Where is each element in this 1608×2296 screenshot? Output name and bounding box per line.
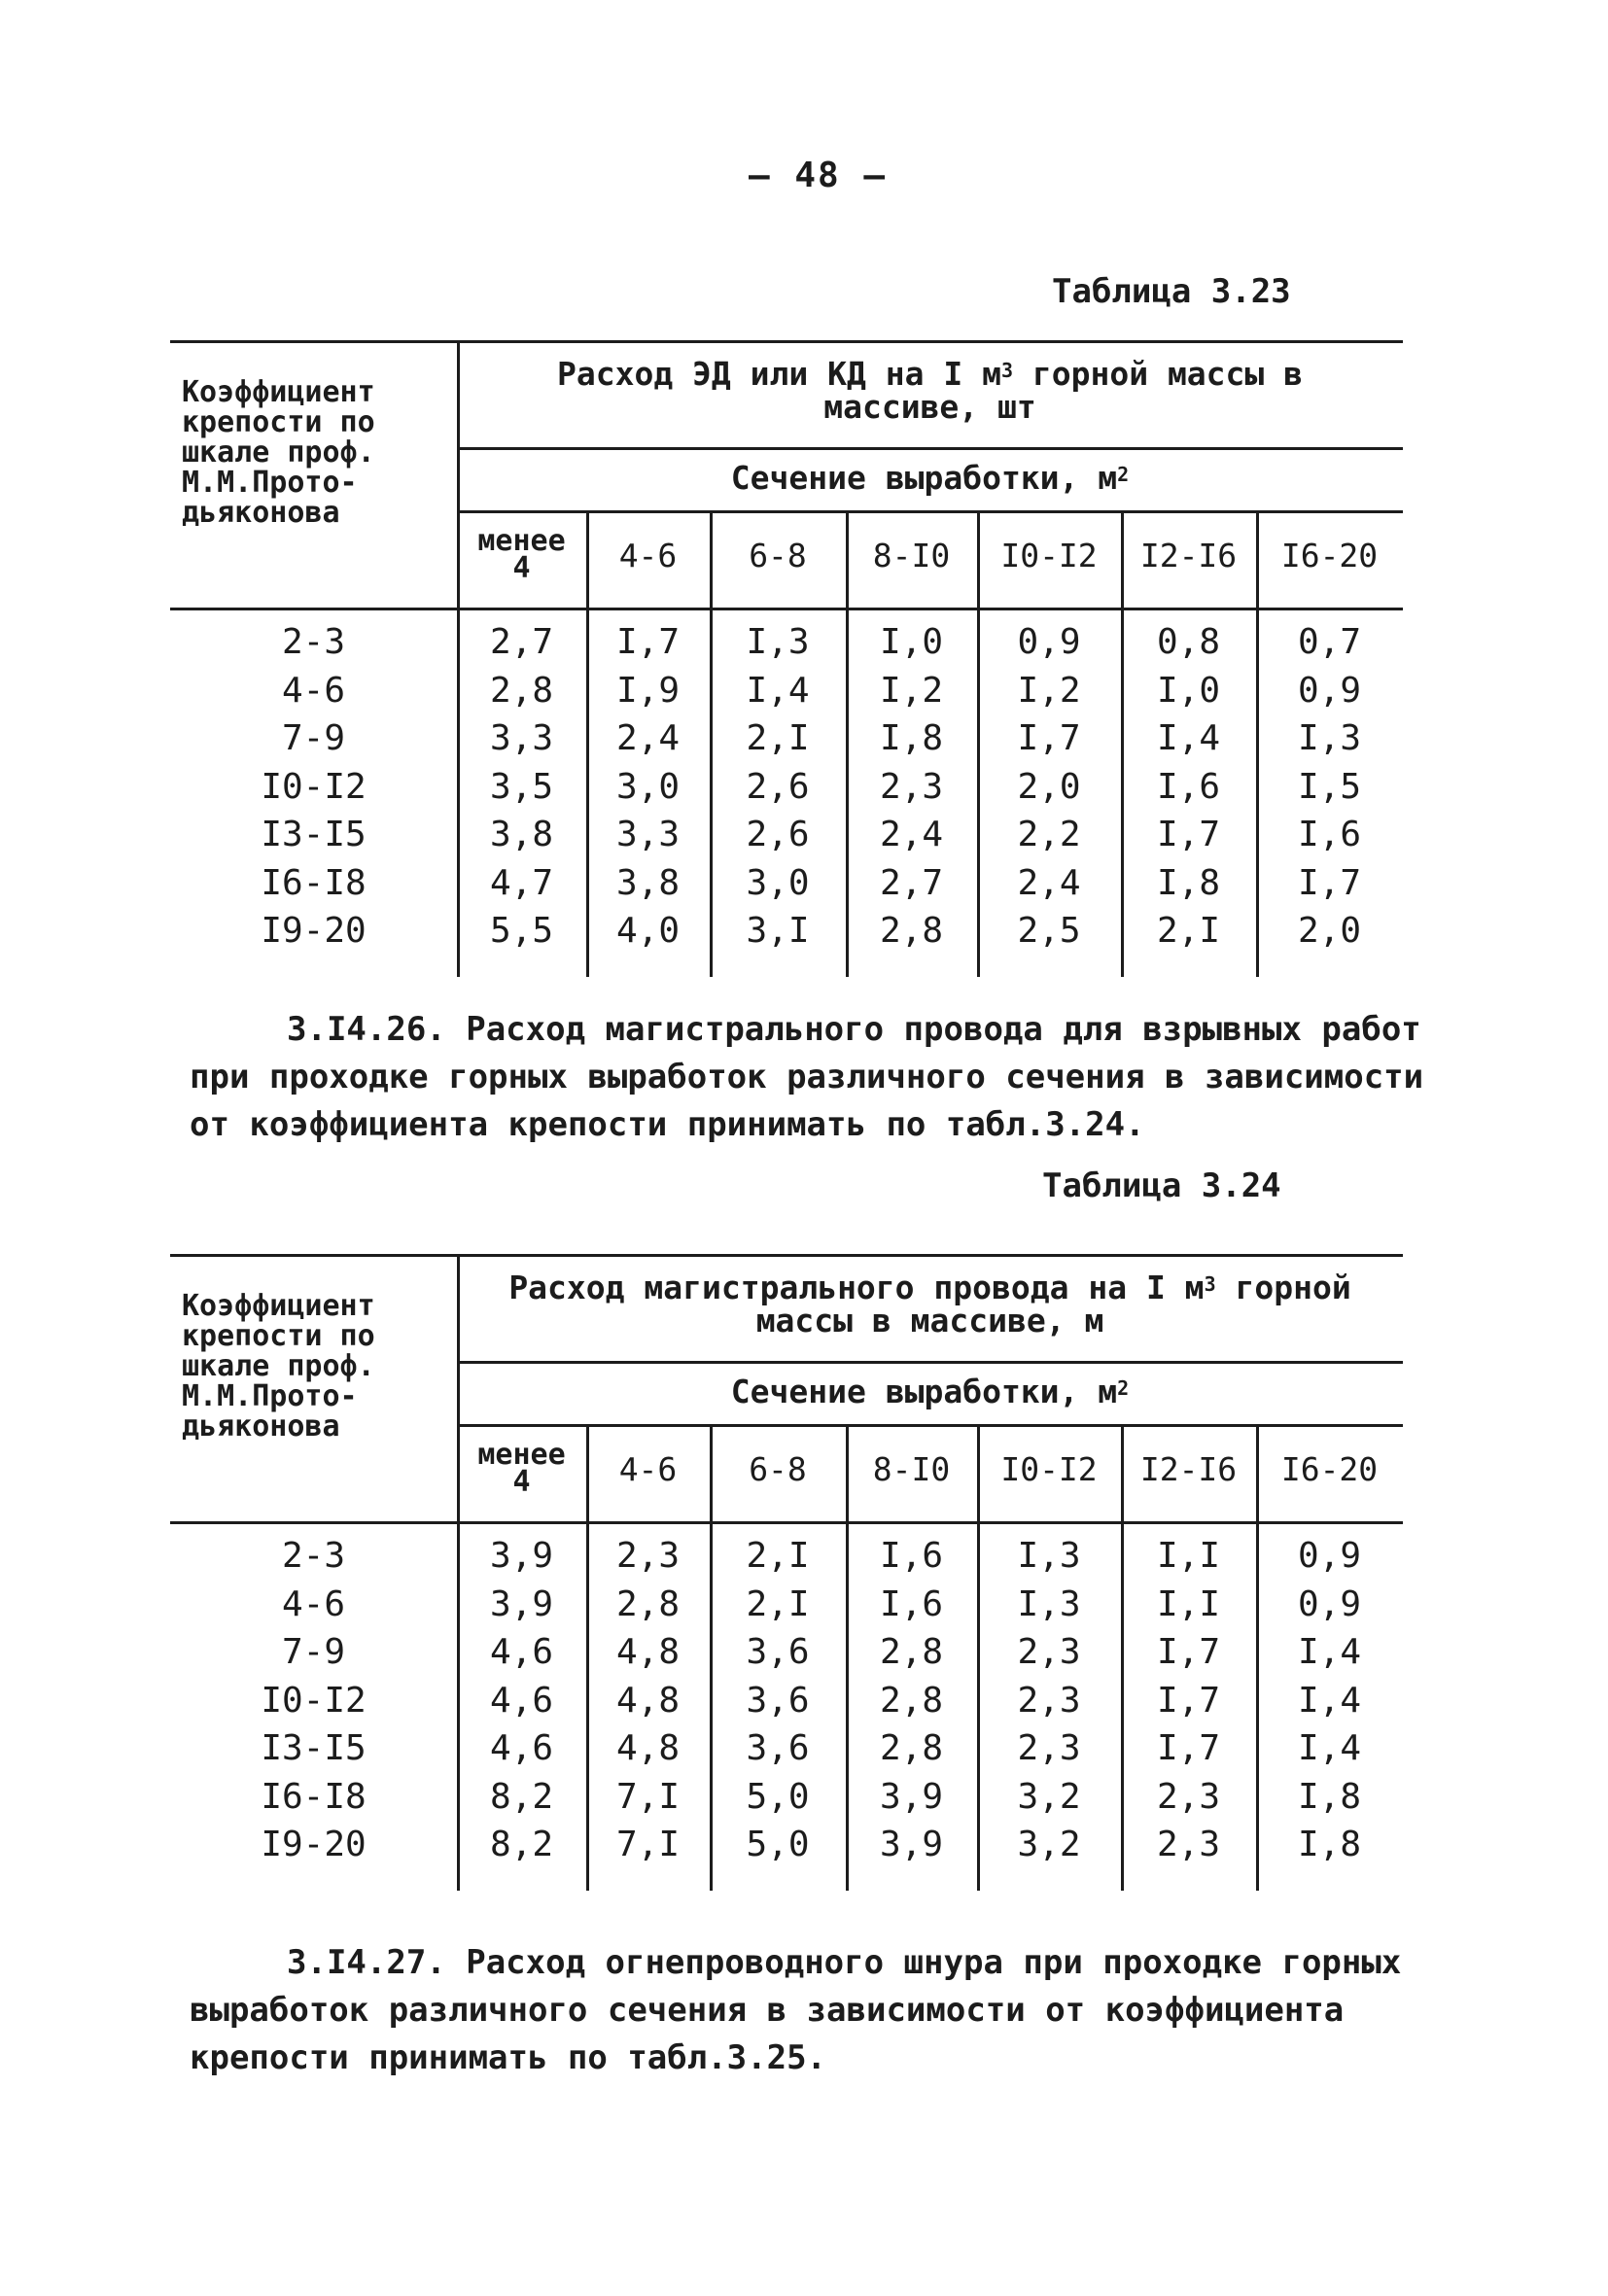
table-cell: 3,6 (746, 1680, 810, 1721)
table-cell: 0,9 (1297, 670, 1362, 711)
table-cell: 2,3 (1017, 1680, 1081, 1721)
table-cell: I,I (1156, 1583, 1221, 1624)
table-cell: I,4 (1297, 1728, 1362, 1768)
table-cell: 4,6 (489, 1728, 554, 1768)
header-rule (457, 447, 1403, 450)
table-cell: 2,8 (879, 911, 944, 951)
table-cell: I,7 (1156, 815, 1221, 854)
table-cell: 2,3 (615, 1536, 681, 1576)
table-cell: 2,8 (879, 1680, 944, 1721)
table-cell: I,7 (1156, 1632, 1221, 1672)
table-cell: 5,5 (489, 911, 554, 951)
table-cell: I,7 (1017, 718, 1081, 758)
row-koef: I3-I5 (261, 1728, 367, 1768)
title-text: горной массы в (1013, 355, 1304, 393)
table-cell: 3,0 (615, 766, 681, 807)
row-header-line: Коэффициент (182, 375, 375, 409)
column-header (457, 1438, 586, 1499)
table-cell: 2,7 (879, 862, 944, 903)
row-header-line: крепости по (182, 405, 375, 439)
table-cell: 3,8 (615, 862, 681, 903)
table-title (462, 1271, 1398, 1338)
table-cell: 4,8 (615, 1728, 681, 1768)
table-title-line (462, 355, 1398, 393)
row-koef: I3-I5 (261, 815, 367, 854)
row-header-line: М.М.Прото- (182, 1379, 358, 1413)
table-cell: 2,I (746, 1583, 810, 1624)
table-label: Таблица 3.23 (1052, 272, 1291, 311)
column-header: I6-20 (1280, 1450, 1379, 1488)
table-cell: I,0 (879, 622, 944, 662)
table-cell: 4,8 (615, 1680, 681, 1721)
table-cell: 2,I (746, 718, 810, 758)
column-header: 4-6 (618, 537, 678, 574)
column-header: 4-6 (618, 1450, 678, 1488)
column-header: 8-I0 (872, 1450, 951, 1488)
table-cell: 7,I (615, 1776, 681, 1817)
table-cell: 4,0 (615, 911, 681, 951)
table-cell: 3,6 (746, 1728, 810, 1768)
table-cell: 3,2 (1017, 1776, 1081, 1817)
section-label (462, 1375, 1398, 1409)
header-rule (457, 1361, 1403, 1364)
table-cell: 4,6 (489, 1632, 554, 1672)
paragraph-line: выработок различного сечения в зависимости от коэффициента (190, 1991, 1345, 2030)
header-rule (457, 510, 1403, 513)
paragraph-line: 3.I4.27. Расход огнепроводного шнура при проходке горных (287, 1943, 1402, 1982)
table-cell: 0,9 (1297, 1583, 1362, 1624)
title-text: Расход ЭД или КД на I м (556, 355, 1001, 393)
column-header-line: менее (477, 1438, 566, 1472)
row-header-line: М.М.Прото- (182, 466, 358, 500)
page-number: – 48 – (749, 156, 888, 195)
table-cell: I,3 (1297, 718, 1362, 758)
table-cell: 3,9 (489, 1583, 554, 1624)
table-cell: I,8 (879, 718, 944, 758)
section-text: Сечение выработки, м (730, 459, 1118, 497)
row-header-line: дьяконова (182, 496, 340, 530)
table-cell: 5,0 (746, 1776, 810, 1817)
column-header: I2-I6 (1139, 537, 1238, 574)
table-cell: 2,4 (1017, 862, 1081, 903)
header-rule (457, 1424, 1403, 1427)
row-header-line: дьяконова (182, 1409, 340, 1444)
table-cell: I,8 (1297, 1776, 1362, 1817)
table-3-24 (170, 1254, 1403, 1891)
column-header-line: менее (477, 524, 566, 558)
table-cell: I,0 (1156, 670, 1221, 711)
row-koef: 7-9 (281, 1632, 346, 1672)
paragraph-line: при проходке горных выработок различного сечения в зависимости (190, 1058, 1424, 1096)
table-cell: 2,8 (879, 1728, 944, 1768)
paragraph-3-14-27 (190, 1939, 1405, 2082)
paragraph-line: крепости принимать по табл.3.25. (190, 2038, 827, 2077)
table-cell: I,4 (746, 670, 810, 711)
table-cell: 5,0 (746, 1825, 810, 1864)
paragraph-3-14-26 (190, 1006, 1424, 1149)
row-koef: I0-I2 (261, 766, 367, 807)
table-top-rule (170, 340, 1403, 343)
table-cell: I,8 (1297, 1825, 1362, 1864)
title-superscript: 3 (1204, 1272, 1216, 1296)
table-cell: 2,8 (879, 1632, 944, 1672)
column-header: 6-8 (749, 1450, 807, 1488)
table-title-line (462, 1271, 1398, 1305)
title-text: Расход магистрального провода на I м (508, 1269, 1205, 1306)
table-cell: 3,2 (1017, 1825, 1081, 1864)
table-cell: I,4 (1297, 1632, 1362, 1672)
column-header-line: 4 (512, 551, 531, 585)
column-header: I6-20 (1280, 537, 1379, 574)
table-cell: 2,4 (615, 718, 681, 758)
table-cell: 2,0 (1017, 766, 1081, 807)
section-superscript: 2 (1117, 463, 1130, 486)
table-cell: I,3 (746, 622, 810, 662)
table-cell: I,6 (1297, 815, 1362, 854)
table-cell: 0,9 (1017, 622, 1081, 662)
row-header-line: Коэффициент (182, 1289, 375, 1323)
table-title (462, 355, 1398, 426)
column-header: I2-I6 (1139, 1450, 1238, 1488)
table-cell: 3,6 (746, 1632, 810, 1672)
table-cell: 8,2 (489, 1776, 554, 1817)
row-koef: 4-6 (281, 670, 346, 711)
table-cell: 2,8 (489, 670, 554, 711)
table-title-line: массы в массиве, м (755, 1302, 1104, 1339)
row-koef: I9-20 (261, 911, 367, 951)
row-header-line: крепости по (182, 1319, 375, 1353)
table-cell: 2,2 (1017, 815, 1081, 854)
section-label (462, 459, 1398, 497)
section-superscript: 2 (1117, 1376, 1130, 1400)
table-cell: 0,9 (1297, 1536, 1362, 1576)
header-bottom-rule (170, 1521, 1403, 1524)
table-cell: 2,3 (1156, 1776, 1221, 1817)
table-cell: 3,9 (879, 1825, 944, 1864)
header-bottom-rule (170, 608, 1403, 610)
table-cell: 3,I (746, 911, 810, 951)
table-cell: I,8 (1156, 862, 1221, 903)
row-header-line: шкале проф. (182, 1349, 375, 1383)
table-cell: I,5 (1297, 766, 1362, 807)
table-cell: 2,I (746, 1536, 810, 1576)
table-cell: I,2 (879, 670, 944, 711)
row-koef: I9-20 (261, 1825, 367, 1864)
row-koef: I0-I2 (261, 1680, 367, 1721)
table-cell: 3,9 (879, 1776, 944, 1817)
table-cell: I,7 (1156, 1680, 1221, 1721)
table-3-23 (170, 340, 1403, 977)
table-top-rule (170, 1254, 1403, 1257)
table-cell: 2,3 (1156, 1825, 1221, 1864)
section-text: Сечение выработки, м (730, 1373, 1118, 1410)
table-cell: I,9 (615, 670, 681, 711)
table-cell: 3,8 (489, 815, 554, 854)
row-koef: 2-3 (281, 1536, 346, 1576)
row-koef: 4-6 (281, 1583, 346, 1624)
table-cell: 7,I (615, 1825, 681, 1864)
column-header: 6-8 (749, 537, 807, 574)
table-cell: 3,0 (746, 862, 810, 903)
table-cell: 2,I (1156, 911, 1221, 951)
row-koef: 7-9 (281, 718, 346, 758)
table-cell: 2,0 (1297, 911, 1362, 951)
table-cell: 2,7 (489, 622, 554, 662)
table-cell: 2,6 (746, 766, 810, 807)
table-cell: 2,6 (746, 815, 810, 854)
table-cell: I,7 (1156, 1728, 1221, 1768)
table-label: Таблица 3.24 (1042, 1166, 1281, 1205)
table-cell: 3,3 (615, 815, 681, 854)
column-header: I0-I2 (1000, 537, 1098, 574)
column-header: I0-I2 (1000, 1450, 1098, 1488)
table-cell: I,6 (1156, 766, 1221, 807)
table-cell: 3,3 (489, 718, 554, 758)
table-cell: 4,6 (489, 1680, 554, 1721)
row-koef: 2-3 (281, 622, 346, 662)
table-cell: 3,5 (489, 766, 554, 807)
table-cell: 0,8 (1156, 622, 1221, 662)
row-header-koefficient (182, 377, 375, 528)
column-header: 8-I0 (872, 537, 951, 574)
table-cell: I,4 (1156, 718, 1221, 758)
table-cell: 2,3 (1017, 1728, 1081, 1768)
table-cell: I,3 (1017, 1583, 1081, 1624)
table-cell: I,3 (1017, 1536, 1081, 1576)
table-cell: 2,8 (615, 1583, 681, 1624)
row-header-koefficient (182, 1291, 375, 1442)
table-cell: 4,7 (489, 862, 554, 903)
table-cell: I,6 (879, 1536, 944, 1576)
table-cell: I,I (1156, 1536, 1221, 1576)
title-text: горной (1215, 1269, 1351, 1306)
column-header-line: 4 (512, 1465, 531, 1499)
paragraph-line: от коэффициента крепости принимать по табл.3.24. (190, 1105, 1145, 1144)
table-cell: I,2 (1017, 670, 1081, 711)
table-cell: 0,7 (1297, 622, 1362, 662)
table-title-line: массиве, шт (823, 388, 1036, 426)
table-cell: I,7 (1297, 862, 1362, 903)
table-cell: I,7 (615, 622, 681, 662)
table-cell: I,4 (1297, 1680, 1362, 1721)
row-koef: I6-I8 (261, 862, 367, 903)
row-koef: I6-I8 (261, 1776, 367, 1817)
table-cell: 3,9 (489, 1536, 554, 1576)
table-cell: 8,2 (489, 1825, 554, 1864)
title-superscript: 3 (1000, 359, 1013, 382)
column-header (457, 524, 586, 585)
table-cell: 2,4 (879, 815, 944, 854)
paragraph-line: 3.I4.26. Расход магистрального провода для взрывных работ (287, 1010, 1421, 1049)
table-cell: 4,8 (615, 1632, 681, 1672)
row-header-line: шкале проф. (182, 435, 375, 470)
table-cell: 2,5 (1017, 911, 1081, 951)
table-cell: 2,3 (879, 766, 944, 807)
table-cell: I,6 (879, 1583, 944, 1624)
table-cell: 2,3 (1017, 1632, 1081, 1672)
